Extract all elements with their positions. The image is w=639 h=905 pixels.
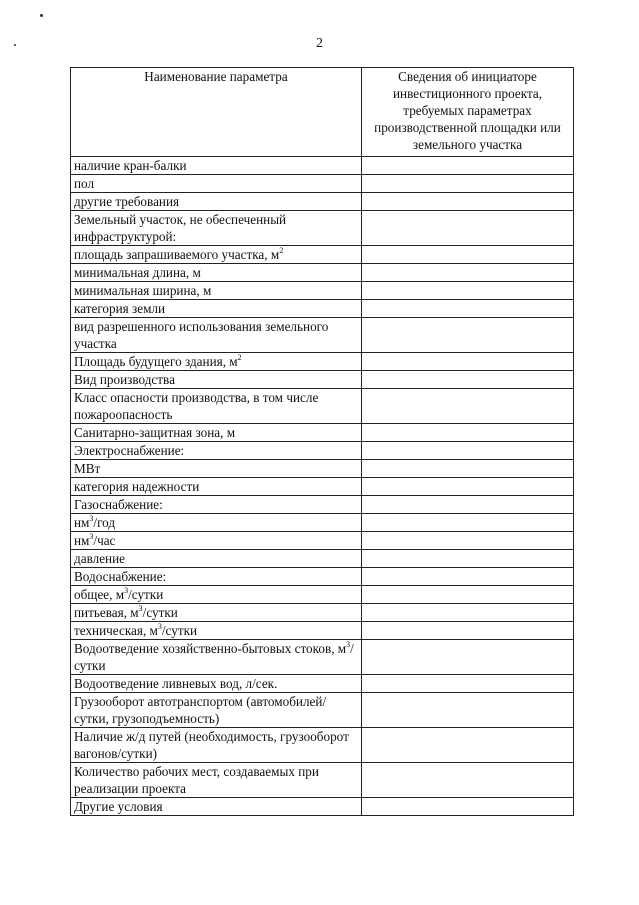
- table-row: [71, 193, 574, 211]
- row-label: другие требования: [71, 193, 362, 211]
- row-label-text: общее, м: [74, 587, 125, 602]
- row-label: [71, 622, 362, 640]
- table-row: [71, 478, 574, 496]
- table-row: [71, 246, 574, 264]
- value-cell[interactable]: [362, 389, 574, 424]
- value-cell[interactable]: [362, 460, 574, 478]
- table-row: [71, 763, 574, 798]
- row-label: [71, 586, 362, 604]
- table-row: [71, 728, 574, 763]
- value-cell[interactable]: [362, 604, 574, 622]
- value-cell[interactable]: [362, 586, 574, 604]
- row-label: минимальная длина, м: [71, 264, 362, 282]
- row-label: МВт: [71, 460, 362, 478]
- superscript: 2: [279, 246, 284, 255]
- value-cell[interactable]: [362, 798, 574, 816]
- value-cell[interactable]: [362, 193, 574, 211]
- row-label-text: вид разрешенного использования земельного участка: [74, 319, 329, 351]
- table-row: [71, 640, 574, 675]
- row-label-text: площадь запрашиваемого участка, м: [74, 247, 280, 262]
- row-label: [71, 604, 362, 622]
- table-row: [71, 389, 574, 424]
- table-row: [71, 264, 574, 282]
- table-row: [71, 568, 574, 586]
- row-label: Наличие ж/д путей (необходимость, грузооборот вагонов/сутки): [71, 728, 362, 763]
- table-row: [71, 157, 574, 175]
- table-row: [71, 211, 574, 246]
- table-row: [71, 371, 574, 389]
- table-row: [71, 675, 574, 693]
- row-label: Грузооборот автотранспортом (автомобилей/сутки, грузоподъемность): [71, 693, 362, 728]
- superscript: 3: [89, 532, 94, 541]
- value-cell[interactable]: [362, 496, 574, 514]
- row-label: Водоотведение ливневых вод, л/сек.: [71, 675, 362, 693]
- superscript: 3: [157, 622, 162, 631]
- table-row: [71, 514, 574, 532]
- table-row: [71, 442, 574, 460]
- value-cell[interactable]: [362, 728, 574, 763]
- value-cell[interactable]: [362, 318, 574, 353]
- superscript: 3: [346, 640, 351, 649]
- table-row: [71, 282, 574, 300]
- row-label: пол: [71, 175, 362, 193]
- table-row: [71, 300, 574, 318]
- page-number: 2: [316, 36, 323, 51]
- row-label: Санитарно-защитная зона, м: [71, 424, 362, 442]
- row-label: минимальная ширина, м: [71, 282, 362, 300]
- superscript: 3: [138, 604, 143, 613]
- superscript: 3: [124, 586, 129, 595]
- table-row: [71, 550, 574, 568]
- row-label: Другие условия: [71, 798, 362, 816]
- row-label-unit: /час: [93, 533, 116, 548]
- table-row: [71, 175, 574, 193]
- table-row: [71, 460, 574, 478]
- value-cell[interactable]: [362, 282, 574, 300]
- row-label-unit: /сутки: [142, 605, 178, 620]
- row-label: Количество рабочих мест, создаваемых при реализации проекта: [71, 763, 362, 798]
- row-label: Электроснабжение:: [71, 442, 362, 460]
- superscript: 2: [237, 353, 242, 362]
- value-cell[interactable]: [362, 175, 574, 193]
- row-label-unit: /сутки: [161, 623, 198, 638]
- row-label: Класс опасности производства, в том числе пожароопасность: [71, 389, 362, 424]
- row-label-text: Площадь будущего здания, м: [74, 354, 238, 369]
- value-cell[interactable]: [362, 157, 574, 175]
- row-label: [71, 514, 362, 532]
- row-label: [71, 318, 362, 353]
- value-cell[interactable]: [362, 568, 574, 586]
- table-row: [71, 693, 574, 728]
- row-label-text: техническая, м: [74, 623, 158, 638]
- value-cell[interactable]: [362, 622, 574, 640]
- value-cell[interactable]: [362, 478, 574, 496]
- row-label-text: питьевая, м: [74, 605, 139, 620]
- value-cell[interactable]: [362, 693, 574, 728]
- value-cell[interactable]: [362, 442, 574, 460]
- row-label: Водоснабжение:: [71, 568, 362, 586]
- column-header-parameter: Наименование параметра: [71, 68, 362, 157]
- value-cell[interactable]: [362, 640, 574, 675]
- column-header-details: Сведения об инициаторе инвестиционного проекта, требуемых параметрах производственной площадки или земельного участка: [362, 68, 574, 157]
- row-label-text: Водоотведение хозяйственно-бытовых стоков, м: [74, 641, 347, 656]
- table-header-row: [71, 68, 574, 157]
- row-label: Земельный участок, не обеспеченный инфраструктурой:: [71, 211, 362, 246]
- value-cell[interactable]: [362, 264, 574, 282]
- value-cell[interactable]: [362, 371, 574, 389]
- value-cell[interactable]: [362, 424, 574, 442]
- value-cell[interactable]: [362, 300, 574, 318]
- row-label: [71, 532, 362, 550]
- row-label-unit: /год: [93, 515, 116, 530]
- table-row: [71, 586, 574, 604]
- row-label-text: нм: [74, 533, 90, 548]
- superscript: 3: [89, 514, 94, 523]
- row-label-unit: /сутки: [74, 641, 354, 673]
- row-label: Вид производства: [71, 371, 362, 389]
- value-cell[interactable]: [362, 675, 574, 693]
- table-row: [71, 496, 574, 514]
- row-label: Газоснабжение:: [71, 496, 362, 514]
- value-cell[interactable]: [362, 550, 574, 568]
- value-cell[interactable]: [362, 532, 574, 550]
- row-label: [71, 246, 362, 264]
- row-label: категория земли: [71, 300, 362, 318]
- row-label: [71, 640, 362, 675]
- table-row: [71, 622, 574, 640]
- value-cell[interactable]: [362, 353, 574, 371]
- value-cell[interactable]: [362, 763, 574, 798]
- value-cell[interactable]: [362, 514, 574, 532]
- table-row: [71, 604, 574, 622]
- table-row: [71, 424, 574, 442]
- scan-speck: [40, 14, 43, 17]
- row-label: наличие кран-балки: [71, 157, 362, 175]
- row-label-text: нм: [74, 515, 90, 530]
- row-label: [71, 353, 362, 371]
- row-label-unit: /сутки: [128, 587, 164, 602]
- row-label: категория надежности: [71, 478, 362, 496]
- table-row: [71, 798, 574, 816]
- table-row: [71, 532, 574, 550]
- parameters-table: [70, 67, 574, 816]
- value-cell[interactable]: [362, 211, 574, 246]
- row-label: давление: [71, 550, 362, 568]
- table-row: [71, 318, 574, 353]
- value-cell[interactable]: [362, 246, 574, 264]
- table-row: [71, 353, 574, 371]
